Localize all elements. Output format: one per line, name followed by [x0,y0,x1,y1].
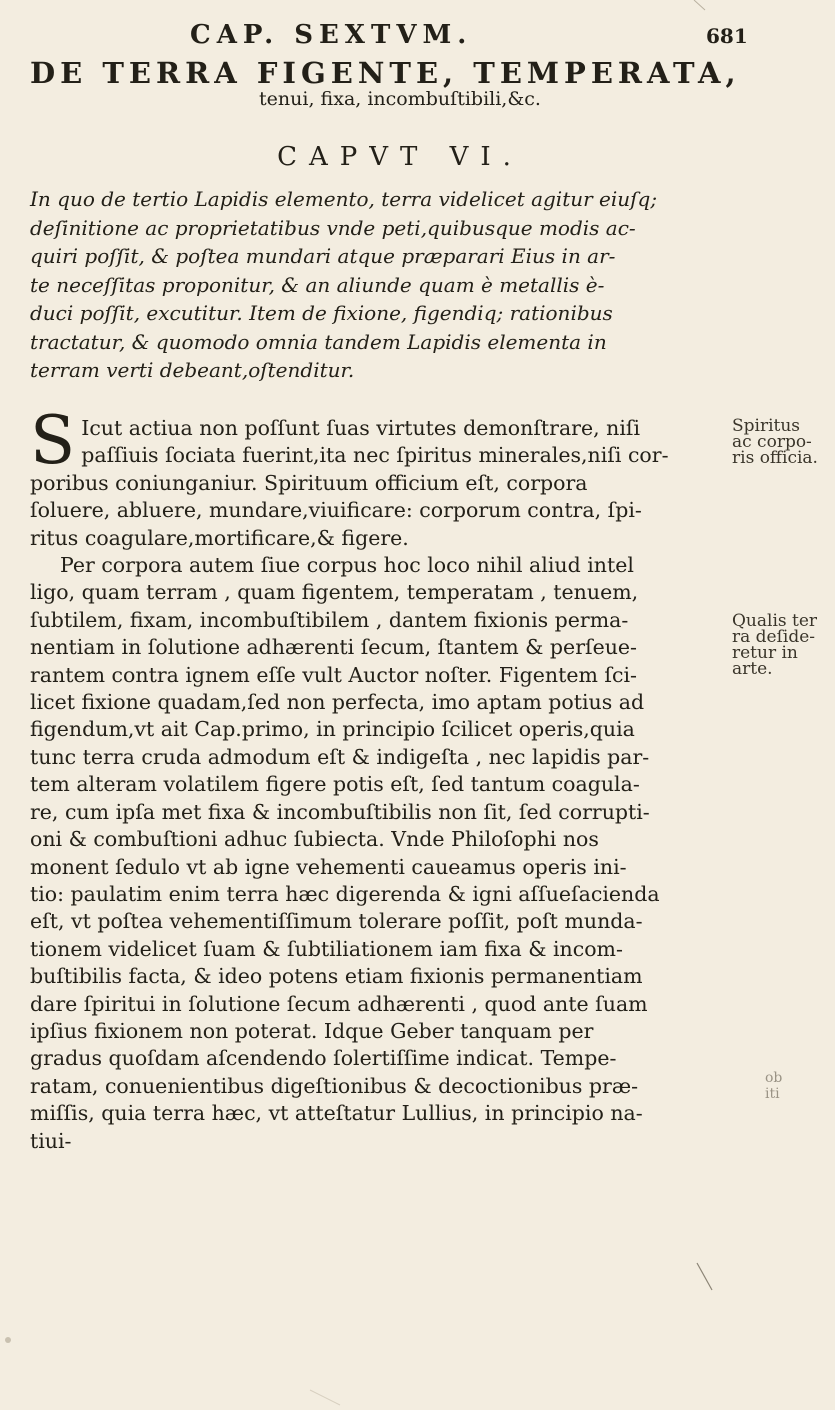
text-line: Per corpora autem ſiue corpus hoc loco nihil aliud intel [60,553,634,578]
margin-note-qualis-terra [732,611,818,679]
margin-note-spiritus [732,416,818,468]
text-line: licet fixione quadam,ſed non perfecta, imo aptam potius ad [30,690,645,715]
summary-line: terram verti debeant,oſtenditur. [30,358,355,382]
text-line: ſubtilem, fixam, incombuſtibilem , dantem fixionis perma- [30,607,629,632]
body-text [30,402,730,1155]
margin-note-line: retur in [732,643,798,663]
margin-note-line: ac corpo- [732,432,812,452]
summary-line: te neceſſitas proponitur, & an aliunde quam è metallis è- [30,272,605,297]
opening-lines [30,402,730,479]
text-line: figendum,vt ait Cap.primo, in principio ſcilicet operis,quia [30,717,635,742]
text-line: miſſis, quia terra hæc, vt atteſtatur Lullius, in principio na- [30,1101,643,1126]
summary-line: deſinitione ac proprietatibus vnde peti,quibusque modis ac- [30,215,636,240]
section-subheading: tenui, fixa, incombuſtibili,&c. [259,88,541,110]
text-line: tiui- [30,1128,72,1153]
text-line: paſſiuis ſociata fuerint,ita nec ſpiritus minerales,niſi cor- [81,443,669,468]
text-line: ligo, quam terram , quam figentem, temperatam , tenuem, [30,580,639,605]
margin-note-line: arte. [732,659,773,679]
margin-note-line: Qualis ter [732,611,818,631]
running-head [0,10,800,50]
text-line: buſtibilis facta, & ideo potens etiam fixionis permanentiam [30,964,643,989]
margin-note-line: iti [765,1086,780,1102]
text-line: oni & combuſtioni adhuc ſubiecta. Vnde Philoſophi nos [30,827,599,852]
text-line: ritus coagulare,mortificare,& figere. [30,525,409,550]
text-line: gradus quoſdam aſcendendo ſolertiſſime indicat. Tempe- [30,1046,617,1071]
margin-note-line: ra deſide- [732,627,816,647]
margin-note-faded [765,1070,835,1102]
summary-line: duci poſſit, excutitur. Item de fixione, figendiq; rationibus [30,301,613,325]
margin-note-line: Spiritus [732,416,801,436]
text-line: ipſius fixionem non poterat. Idque Geber tanquam per [30,1018,594,1043]
text-line: ſoluere, abluere, mundare,viuificare: corporum contra, ſpi- [30,498,642,523]
text-line: monent ſedulo vt ab igne vehementi caueamus operis ini- [30,854,627,879]
chapter-summary [30,185,770,385]
section-heading: DE TERRA FIGENTE, TEMPERATA, [30,56,741,90]
text-line: nentiam in ſolutione adhærenti ſecum, ſtantem & perſeue- [30,635,637,660]
text-line: tionem videlicet ſuam & ſubtiliationem iam fixa & incom- [30,936,623,961]
text-line: poribus coniunganiur. Spirituum officium eſt, corpora [30,470,588,495]
text-line: tem alteram volatilem figere potis eſt, ſed tantum coagula- [30,772,640,797]
text-line: tio: paulatim enim terra hæc digerenda & igni aſſueſacienda [30,881,660,906]
page-number: 681 [706,24,748,48]
chapter-title: CAPVT VI. [277,142,523,172]
text-line: Icut actiua non poſſunt ſuas virtutes demonſtrare, niſi [81,416,641,440]
summary-line: tractatur, & quomodo omnia tandem Lapidis elementa in [30,329,607,354]
text-line: re, cum ipſa met fixa & incombuſtibilis non ſit, ſed corrupti- [30,799,650,824]
summary-line: In quo de tertio Lapidis elemento, terra videlicet agitur eiuſq; [30,187,658,211]
margin-note-line: ob [765,1070,783,1086]
drop-cap: S [30,402,76,479]
text-line: rantem contra ignem eſſe vult Auctor noſter. Figentem ſci- [30,662,637,687]
summary-line: quiri poſſit, & poſtea mundari atque præparari Eius in ar- [30,244,616,268]
text-line: tunc terra cruda admodum eſt & indigeſta , nec lapidis par- [30,744,650,769]
running-head-title: CAP. SEXTVM. [190,20,473,50]
margin-note-line: ris officia. [732,448,818,468]
text-line: dare ſpiritui in ſolutione ſecum adhærenti , quod ante ſuam [30,991,648,1016]
text-line: eſt, vt poſtea vehementiſſimum tolerare poſſit, poſt munda- [30,909,643,934]
text-line: ratam, conuenientibus digeſtionibus & decoctionibus præ- [30,1073,639,1098]
